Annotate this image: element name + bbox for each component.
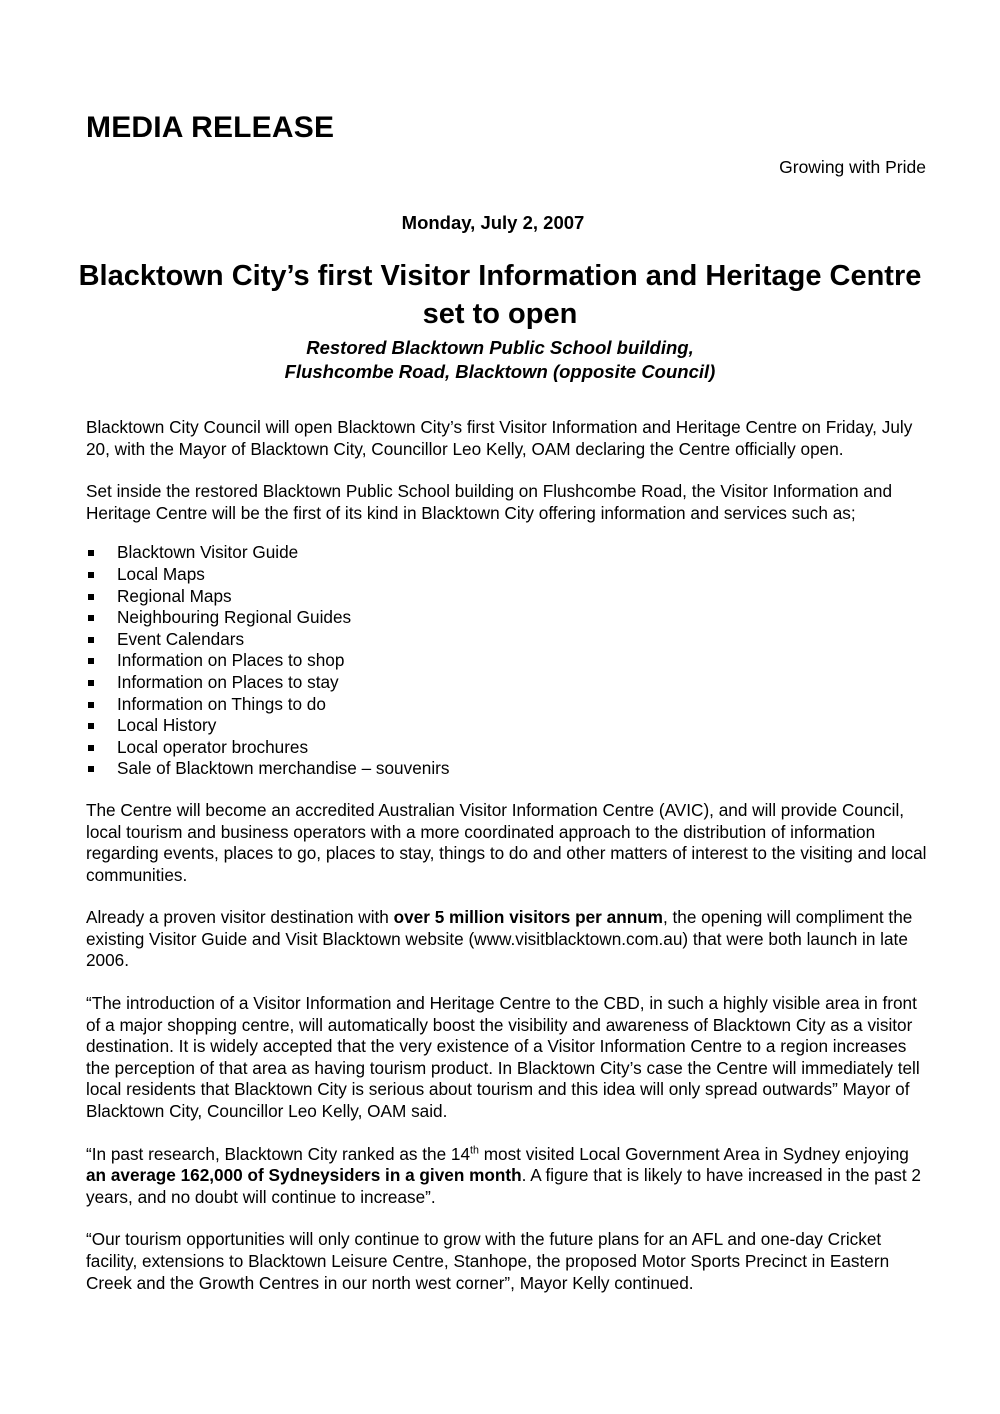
square-bullet-icon: [88, 680, 94, 686]
list-item-label: Blacktown Visitor Guide: [117, 542, 299, 563]
square-bullet-icon: [88, 745, 94, 751]
list-item-label: Local Maps: [117, 563, 205, 584]
list-item-label: Regional Maps: [117, 585, 232, 606]
square-bullet-icon: [88, 572, 94, 578]
list-item-label: Information on Places to shop: [117, 650, 345, 671]
paragraph-visitors: [86, 907, 930, 972]
paragraph-research-highlight: an average 162,000 of Sydneysiders in a given month: [86, 1165, 522, 1186]
square-bullet-icon: [88, 723, 94, 729]
paragraph-visitors-part-2: , the opening will compliment the existing Visitor Guide and Visit Blacktown website (www.visitblacktown.com.au) that were both launch in late 2006.: [86, 907, 913, 971]
list-item: [88, 758, 930, 780]
square-bullet-icon: [88, 550, 94, 556]
subheadline: [70, 336, 930, 383]
subheadline-line-1: Restored Blacktown Public School building,: [306, 337, 694, 358]
paragraph-mayor-quote: “The introduction of a Visitor Information and Heritage Centre to the CBD, in such a highly visible area in front of a major shopping centre, will automatically boost the visibility and awareness of Blacktown City as a visitor destination. It is widely accepted that the very existence of a Visitor Information Centre to a region increases the perception of that area as having tourism product. In Blacktown City’s case the Centre will immediately tell local residents that Blacktown City is serious about tourism and this idea will only spread outwards” Mayor of Blacktown City, Councillor Leo Kelly, OAM said.: [86, 993, 920, 1122]
list-item: [88, 650, 930, 672]
release-date: Monday, July 2, 2007: [401, 212, 585, 233]
page-title: MEDIA RELEASE: [86, 111, 335, 144]
list-item-label: Local History: [117, 715, 217, 736]
list-item-label: Event Calendars: [117, 628, 245, 649]
paragraph-research-quote: [86, 1144, 930, 1209]
headline: Blacktown City’s first Visitor Information and Heritage Centre set to open: [78, 260, 922, 330]
masthead: [70, 112, 930, 190]
list-item: [88, 607, 930, 629]
document-content: [70, 0, 930, 1294]
paragraph-intro: Blacktown City Council will open Blacktown City’s first Visitor Information and Heritage Centre on Friday, July 20, with the Mayor of Blacktown City, Councillor Leo Kelly, OAM declaring the Centre officially open.: [86, 417, 913, 459]
list-item: [88, 542, 930, 564]
paragraph-research-part-1: “In past research, Blacktown City ranked as the 14: [86, 1143, 471, 1164]
paragraph-avic: The Centre will become an accredited Australian Visitor Information Centre (AVIC), and will provide Council, local tourism and business operators with a more coordinated approach to the distribution of information regarding events, places to go, places to stay, things to do and other matters of interest to the visiting and local communities.: [86, 799, 927, 885]
list-item-label: Information on Things to do: [117, 693, 326, 714]
square-bullet-icon: [88, 615, 94, 621]
list-item: [88, 564, 930, 586]
list-item-label: Sale of Blacktown merchandise – souvenirs: [117, 758, 450, 779]
paragraph-services-lead: Set inside the restored Blacktown Public School building on Flushcombe Road, the Visitor Information and Heritage Centre will be the first of its kind in Blacktown City offering information and services such as;: [86, 481, 893, 523]
square-bullet-icon: [88, 637, 94, 643]
paragraph-research-part-3: . A figure that is likely to have increased in the past 2 years, and no doubt will continue to increase”.: [86, 1165, 921, 1207]
paragraph-research-part-2: most visited Local Government Area in Sydney enjoying: [478, 1143, 909, 1164]
tagline: Growing with Pride: [779, 157, 926, 177]
square-bullet-icon: [88, 702, 94, 708]
list-item-label: Information on Places to stay: [117, 671, 339, 692]
paragraph-visitors-highlight: over 5 million visitors per annum: [393, 907, 663, 928]
paragraph-visitors-part-1: Already a proven visitor destination with: [86, 907, 394, 928]
list-item: [88, 737, 930, 759]
list-item-label: Neighbouring Regional Guides: [117, 607, 352, 628]
body-text: [70, 417, 930, 1294]
list-item: [88, 672, 930, 694]
list-item: [88, 586, 930, 608]
paragraph-future-plans: “Our tourism opportunities will only continue to grow with the future plans for an AFL and one-day Cricket facility, extensions to Blacktown Leisure Centre, Stanhope, the proposed Motor Sports Precinct in Eastern Creek and the Growth Centres in our north west corner”, Mayor Kelly continued.: [86, 1229, 890, 1293]
list-item: [88, 629, 930, 651]
services-list: [86, 542, 930, 780]
square-bullet-icon: [88, 594, 94, 600]
subheadline-line-2: Flushcombe Road, Blacktown (opposite Council): [284, 360, 716, 382]
square-bullet-icon: [88, 658, 94, 664]
list-item: [88, 694, 930, 716]
square-bullet-icon: [88, 766, 94, 772]
list-item-label: Local operator brochures: [117, 736, 309, 757]
ordinal-suffix: th: [470, 1143, 479, 1156]
list-item: [88, 715, 930, 737]
